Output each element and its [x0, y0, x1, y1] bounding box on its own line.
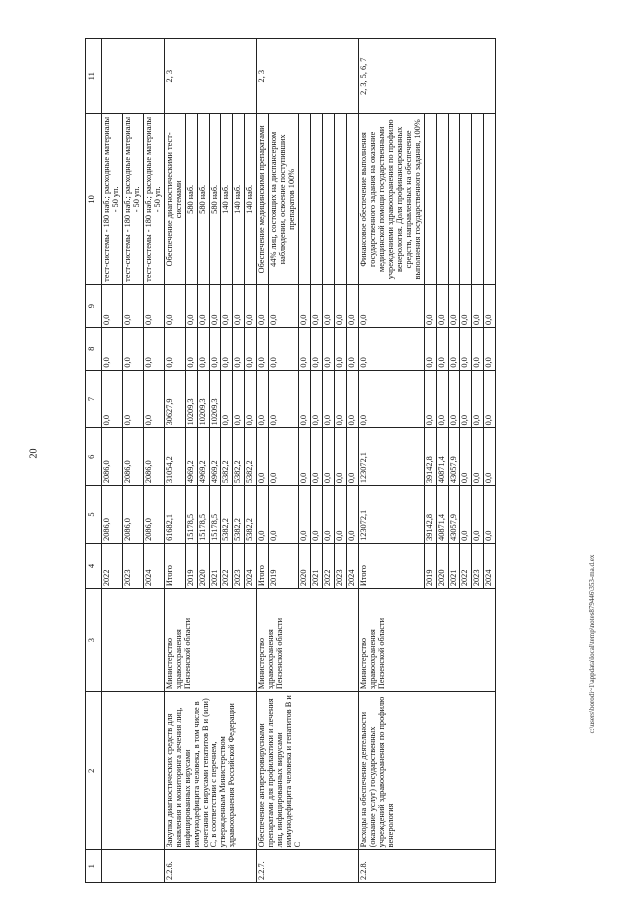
- period-cell: 2020: [436, 543, 448, 588]
- result-detail: 580 наб.: [197, 114, 209, 285]
- amount-cell: 0,0: [299, 327, 311, 370]
- amount-cell: 39142,8: [424, 486, 436, 544]
- amount-cell: 43057,9: [448, 428, 460, 486]
- period-cell: 2021: [448, 543, 460, 588]
- column-number: 3: [86, 589, 102, 692]
- result-detail: 140 наб.: [221, 114, 233, 285]
- amount-cell: 0,0: [323, 327, 335, 370]
- period-cell: 2019: [269, 543, 299, 588]
- amount-cell: 4969,2: [209, 428, 221, 486]
- amount-cell: 0,0: [335, 327, 347, 370]
- result-detail: тест-системы - 180 наб.; расходные материалы - 50 уп.: [102, 114, 123, 285]
- expected-result: Обеспечение диагностическими тест-системами: [164, 114, 185, 285]
- result-detail: 140 наб.: [233, 114, 245, 285]
- result-detail: 580 наб.: [209, 114, 221, 285]
- rotated-table-area: [85, 38, 590, 883]
- amount-cell: 0,0: [424, 370, 436, 428]
- amount-cell: 0,0: [323, 370, 335, 428]
- result-detail: тест-системы - 180 наб.; расходные материалы - 50 уп.: [122, 114, 143, 285]
- amount-cell: 0,0: [233, 370, 245, 428]
- amount-cell: 0,0: [143, 370, 164, 428]
- period-cell: 2022: [323, 543, 335, 588]
- amount-cell: 0,0: [245, 370, 257, 428]
- indicator-reference: [102, 39, 165, 114]
- amount-cell: 0,0: [143, 285, 164, 328]
- footer-file-path: c:\users\borodi~1\appdata\local\temp\notes879446\353-ma.d.ex: [588, 554, 596, 734]
- amount-cell: 0,0: [209, 327, 221, 370]
- result-detail: 140 наб.: [245, 114, 257, 285]
- table-body: [86, 39, 496, 883]
- amount-cell: 0,0: [460, 486, 472, 544]
- amount-cell: 0,0: [245, 327, 257, 370]
- period-cell: 2023: [122, 543, 143, 588]
- column-number: 9: [86, 285, 102, 328]
- period-cell: 2023: [335, 543, 347, 588]
- amount-cell: 0,0: [233, 327, 245, 370]
- amount-cell: 0,0: [269, 486, 299, 544]
- amount-cell: 0,0: [221, 327, 233, 370]
- column-number: 1: [86, 850, 102, 883]
- indicator-reference: 2, 3: [257, 39, 359, 114]
- result-detail: [323, 114, 335, 285]
- result-detail: [436, 114, 448, 285]
- amount-cell: 0,0: [323, 486, 335, 544]
- amount-cell: 61682,1: [164, 486, 185, 544]
- period-cell: 2021: [311, 543, 323, 588]
- amount-cell: 0,0: [323, 285, 335, 328]
- period-cell: 2019: [185, 543, 197, 588]
- amount-cell: 0,0: [484, 370, 496, 428]
- result-detail: тест-системы - 180 наб.; расходные материалы - 50 уп.: [143, 114, 164, 285]
- amount-cell: 10209,3: [197, 370, 209, 428]
- amount-cell: 0,0: [346, 486, 358, 544]
- amount-cell: 0,0: [269, 285, 299, 328]
- amount-cell: 0,0: [472, 370, 484, 428]
- amount-cell: 43057,9: [448, 486, 460, 544]
- amount-cell: 0,0: [164, 327, 185, 370]
- program-activities-table: [85, 38, 496, 883]
- amount-cell: 123072,1: [358, 428, 424, 486]
- column-number: 8: [86, 327, 102, 370]
- activity-number: [102, 850, 165, 883]
- amount-cell: 0,0: [484, 327, 496, 370]
- activity-description: [102, 692, 165, 850]
- amount-cell: 0,0: [346, 370, 358, 428]
- responsible-executor: Министерство здравоохранения Пензенской области: [358, 589, 495, 692]
- amount-cell: 123072,1: [358, 486, 424, 544]
- amount-cell: 0,0: [448, 285, 460, 328]
- amount-cell: 39142,8: [424, 428, 436, 486]
- column-number: 10: [86, 114, 102, 285]
- result-detail: [311, 114, 323, 285]
- amount-cell: 0,0: [122, 370, 143, 428]
- amount-cell: 5382,2: [221, 428, 233, 486]
- amount-cell: 0,0: [311, 428, 323, 486]
- amount-cell: 2086,0: [102, 428, 123, 486]
- amount-cell: 4969,2: [185, 428, 197, 486]
- amount-cell: 0,0: [436, 370, 448, 428]
- amount-cell: 5382,2: [233, 486, 245, 544]
- amount-cell: 0,0: [269, 370, 299, 428]
- amount-cell: 40871,4: [436, 428, 448, 486]
- amount-cell: 0,0: [185, 327, 197, 370]
- amount-cell: 40871,4: [436, 486, 448, 544]
- result-detail: [299, 114, 311, 285]
- amount-cell: 0,0: [484, 428, 496, 486]
- amount-cell: 0,0: [472, 486, 484, 544]
- amount-cell: 0,0: [436, 285, 448, 328]
- amount-cell: 0,0: [448, 327, 460, 370]
- amount-cell: 5382,2: [245, 428, 257, 486]
- period-cell: Итого: [358, 543, 424, 588]
- period-cell: 2024: [346, 543, 358, 588]
- result-detail: [335, 114, 347, 285]
- amount-cell: 0,0: [311, 486, 323, 544]
- amount-cell: 15178,5: [209, 486, 221, 544]
- result-detail: [424, 114, 436, 285]
- indicator-reference: 2, 3: [164, 39, 257, 114]
- period-cell: Итого: [164, 543, 185, 588]
- period-cell: 2019: [424, 543, 436, 588]
- responsible-executor: Министерство здравоохранения Пензенской области: [257, 589, 359, 692]
- amount-cell: 15178,5: [185, 486, 197, 544]
- amount-cell: 30627,9: [164, 370, 185, 428]
- amount-cell: 2086,0: [102, 486, 123, 544]
- amount-cell: 0,0: [164, 285, 185, 328]
- amount-cell: 0,0: [102, 370, 123, 428]
- amount-cell: 4969,2: [197, 428, 209, 486]
- amount-cell: 0,0: [257, 327, 269, 370]
- table-row: [358, 39, 424, 883]
- period-cell: Итого: [257, 543, 269, 588]
- amount-cell: 0,0: [436, 327, 448, 370]
- period-cell: 2023: [472, 543, 484, 588]
- result-detail: [460, 114, 472, 285]
- amount-cell: 0,0: [460, 428, 472, 486]
- amount-cell: 0,0: [460, 370, 472, 428]
- table-row: [164, 39, 185, 883]
- result-detail: [484, 114, 496, 285]
- page-number: 20: [28, 448, 40, 459]
- amount-cell: 0,0: [448, 370, 460, 428]
- column-number: 7: [86, 370, 102, 428]
- expected-result: Обеспечение медицинскими препаратами: [257, 114, 269, 285]
- amount-cell: 0,0: [299, 370, 311, 428]
- table-row: [102, 39, 123, 883]
- indicator-reference: 2, 3, 5, 6, 7: [358, 39, 495, 114]
- expected-result: Финансовое обеспечение выполнения государственного задания на оказание медицинской помощи государственными учреждениями здравоохранения по профилю венерология. Доля профинансированных средств, направленных на обеспечение выполнения государственного задания, 100%: [358, 114, 424, 285]
- amount-cell: 0,0: [197, 327, 209, 370]
- column-number: 2: [86, 692, 102, 850]
- amount-cell: 0,0: [358, 370, 424, 428]
- amount-cell: 0,0: [346, 428, 358, 486]
- amount-cell: 0,0: [122, 285, 143, 328]
- period-cell: 2022: [221, 543, 233, 588]
- amount-cell: 0,0: [257, 370, 269, 428]
- amount-cell: 0,0: [311, 327, 323, 370]
- amount-cell: 0,0: [358, 327, 424, 370]
- amount-cell: 10209,3: [209, 370, 221, 428]
- amount-cell: 2086,0: [143, 486, 164, 544]
- column-number: 11: [86, 39, 102, 114]
- period-cell: 2023: [233, 543, 245, 588]
- amount-cell: 0,0: [257, 428, 269, 486]
- period-cell: 2022: [102, 543, 123, 588]
- column-number: 4: [86, 543, 102, 588]
- responsible-executor: [102, 589, 165, 692]
- amount-cell: 0,0: [460, 285, 472, 328]
- amount-cell: 0,0: [358, 285, 424, 328]
- amount-cell: 0,0: [221, 285, 233, 328]
- period-cell: 2024: [245, 543, 257, 588]
- amount-cell: 0,0: [335, 370, 347, 428]
- amount-cell: 15178,5: [197, 486, 209, 544]
- activity-number: 2.2.8.: [358, 850, 495, 883]
- amount-cell: 0,0: [299, 428, 311, 486]
- amount-cell: 0,0: [102, 327, 123, 370]
- period-cell: 2021: [209, 543, 221, 588]
- amount-cell: 2086,0: [122, 486, 143, 544]
- amount-cell: 0,0: [323, 428, 335, 486]
- amount-cell: 0,0: [102, 285, 123, 328]
- activity-description: Расходы на обеспечение деятельности (оказание услуг) государственных учреждений здравоохранения по профилю венерология: [358, 692, 495, 850]
- amount-cell: 0,0: [472, 428, 484, 486]
- amount-cell: 0,0: [197, 285, 209, 328]
- amount-cell: 0,0: [311, 370, 323, 428]
- amount-cell: 0,0: [221, 370, 233, 428]
- amount-cell: 5382,2: [221, 486, 233, 544]
- amount-cell: 0,0: [122, 327, 143, 370]
- column-number: 6: [86, 428, 102, 486]
- responsible-executor: Министерство здравоохранения Пензенской области: [164, 589, 257, 692]
- amount-cell: 0,0: [472, 327, 484, 370]
- column-number: 5: [86, 486, 102, 544]
- amount-cell: 0,0: [335, 285, 347, 328]
- amount-cell: 0,0: [346, 285, 358, 328]
- amount-cell: 0,0: [257, 285, 269, 328]
- amount-cell: 0,0: [299, 285, 311, 328]
- amount-cell: 0,0: [143, 327, 164, 370]
- amount-cell: 10209,3: [185, 370, 197, 428]
- result-detail: 580 наб.: [185, 114, 197, 285]
- amount-cell: 0,0: [346, 327, 358, 370]
- activity-number: 2.2.7.: [257, 850, 359, 883]
- amount-cell: 0,0: [269, 327, 299, 370]
- amount-cell: 31054,2: [164, 428, 185, 486]
- amount-cell: 0,0: [209, 285, 221, 328]
- amount-cell: 0,0: [424, 285, 436, 328]
- amount-cell: 0,0: [299, 486, 311, 544]
- amount-cell: 0,0: [269, 428, 299, 486]
- amount-cell: 0,0: [233, 285, 245, 328]
- amount-cell: 5382,2: [245, 486, 257, 544]
- amount-cell: 5382,2: [233, 428, 245, 486]
- amount-cell: 0,0: [311, 285, 323, 328]
- table-rotator: [85, 38, 590, 883]
- amount-cell: 0,0: [257, 486, 269, 544]
- amount-cell: 0,0: [424, 327, 436, 370]
- amount-cell: 0,0: [245, 285, 257, 328]
- amount-cell: 0,0: [484, 486, 496, 544]
- activity-description: Закупка диагностических средств для выявления и мониторинга лечения лиц, инфицированных вирусами иммунодефицита человека, в том числе в сочетании с вирусами гепатитов В и (или) С, в соответствии с перечнем, утвержденным Министерством здравоохранения Российской Федерации: [164, 692, 257, 850]
- activity-description: Обеспечение антиретровирусными препаратами для профилактики и лечения лиц, инфицированных вирусами иммунодефицита человека и гепатитов В и С: [257, 692, 359, 850]
- amount-cell: 0,0: [484, 285, 496, 328]
- amount-cell: 2086,0: [143, 428, 164, 486]
- amount-cell: 0,0: [335, 428, 347, 486]
- period-cell: 2020: [299, 543, 311, 588]
- amount-cell: 2086,0: [122, 428, 143, 486]
- period-cell: 2020: [197, 543, 209, 588]
- amount-cell: 0,0: [460, 327, 472, 370]
- result-detail: 44% лиц, состоящих на диспансерном наблюдении, освоение поступивших препаратов 100%: [269, 114, 299, 285]
- result-detail: [448, 114, 460, 285]
- period-cell: 2024: [143, 543, 164, 588]
- column-number-row: [86, 39, 102, 883]
- amount-cell: 0,0: [472, 285, 484, 328]
- table-row: [257, 39, 269, 883]
- result-detail: [472, 114, 484, 285]
- result-detail: [346, 114, 358, 285]
- period-cell: 2024: [484, 543, 496, 588]
- activity-number: 2.2.6.: [164, 850, 257, 883]
- amount-cell: 0,0: [335, 486, 347, 544]
- period-cell: 2022: [460, 543, 472, 588]
- amount-cell: 0,0: [185, 285, 197, 328]
